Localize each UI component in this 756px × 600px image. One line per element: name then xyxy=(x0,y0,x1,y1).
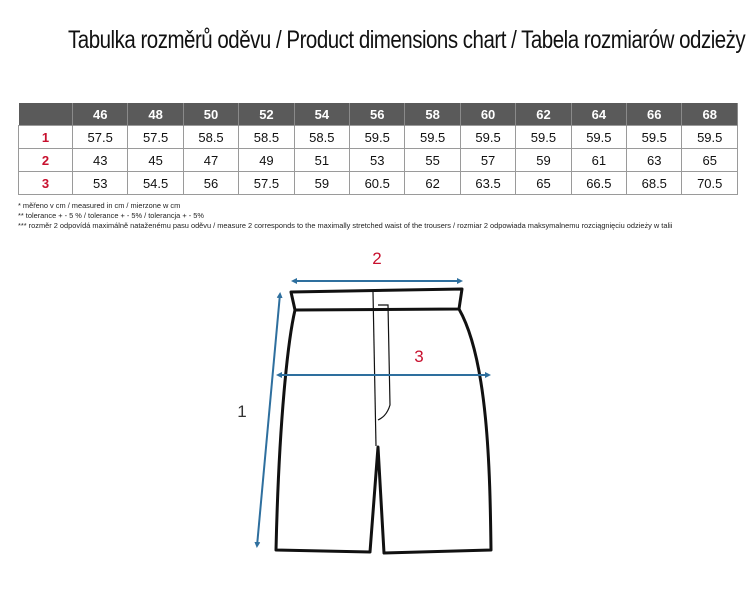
waist-dimension-label: 2 xyxy=(372,249,382,268)
size-header-cell: 52 xyxy=(239,103,294,126)
waistband-outline xyxy=(291,289,462,310)
measurement-cell: 49 xyxy=(239,149,294,172)
measurement-cell: 57.5 xyxy=(128,126,183,149)
measurement-cell: 47 xyxy=(183,149,238,172)
size-header-cell: 62 xyxy=(516,103,571,126)
size-header-cell: 66 xyxy=(627,103,682,126)
measurement-cell: 45 xyxy=(128,149,183,172)
size-header-cell: 54 xyxy=(294,103,349,126)
measurement-cell: 58.5 xyxy=(183,126,238,149)
measurement-cell: 65 xyxy=(682,149,738,172)
shorts-body-outline xyxy=(276,309,491,553)
measurement-cell: 59.5 xyxy=(350,126,405,149)
size-header-cell: 56 xyxy=(350,103,405,126)
length-dimension-label: 1 xyxy=(237,402,247,421)
measurement-cell: 59.5 xyxy=(460,126,515,149)
size-header-cell: 68 xyxy=(682,103,738,126)
size-header-cell: 58 xyxy=(405,103,460,126)
page-title: Tabulka rozměrů oděvu / Product dimensions chart / Tabela rozmiarów odzieży xyxy=(68,26,746,54)
shorts-details xyxy=(373,292,390,446)
row-label-cell: 1 xyxy=(19,126,73,149)
fly-stitch xyxy=(378,305,390,420)
measurement-cell: 68.5 xyxy=(627,172,682,195)
measurement-cell: 62 xyxy=(405,172,460,195)
measurement-cell: 51 xyxy=(294,149,349,172)
width-dimension-label: 3 xyxy=(414,347,424,366)
measurement-cell: 59 xyxy=(294,172,349,195)
size-header-cell: 64 xyxy=(571,103,626,126)
row-label-cell: 3 xyxy=(19,172,73,195)
fly-line xyxy=(373,292,376,446)
measurement-cell: 54.5 xyxy=(128,172,183,195)
measurement-cell: 55 xyxy=(405,149,460,172)
measurement-cell: 59.5 xyxy=(682,126,738,149)
size-header-cell: 60 xyxy=(460,103,515,126)
measurement-cell: 57.5 xyxy=(239,172,294,195)
note-measure-unit: * měřeno v cm / measured in cm / mierzone w cm xyxy=(18,201,181,210)
note-waist-measure: *** rozměr 2 odpovídá maximálně nataženému pasu oděvu / measure 2 corresponds to the maximally stretched waist of the trousers / rozmiar 2 odpowiada maksymalnemu rozciągnięciu odzieży w talii xyxy=(18,221,673,230)
measurement-cell: 43 xyxy=(73,149,128,172)
measurement-cell: 63.5 xyxy=(460,172,515,195)
size-header-cell: 48 xyxy=(128,103,183,126)
measurement-cell: 56 xyxy=(183,172,238,195)
measurement-cell: 59.5 xyxy=(516,126,571,149)
measurement-cell: 60.5 xyxy=(350,172,405,195)
measurement-cell: 59.5 xyxy=(405,126,460,149)
measurement-cell: 53 xyxy=(350,149,405,172)
measurement-cell: 59.5 xyxy=(571,126,626,149)
measurement-cell: 57.5 xyxy=(73,126,128,149)
measurement-cell: 58.5 xyxy=(294,126,349,149)
shorts-outline xyxy=(276,289,491,553)
measurement-cell: 57 xyxy=(460,149,515,172)
measurement-cell: 63 xyxy=(627,149,682,172)
size-header-cell: 46 xyxy=(73,103,128,126)
measurement-cell: 59.5 xyxy=(627,126,682,149)
measurement-cell: 59 xyxy=(516,149,571,172)
measurement-cell: 53 xyxy=(73,172,128,195)
measurement-cell: 70.5 xyxy=(682,172,738,195)
measurement-cell: 66.5 xyxy=(571,172,626,195)
measurement-cell: 58.5 xyxy=(239,126,294,149)
measurement-cell: 61 xyxy=(571,149,626,172)
note-tolerance: ** tolerance + - 5 % / tolerance + - 5% / tolerancja + - 5% xyxy=(18,211,204,220)
measurement-cell: 65 xyxy=(516,172,571,195)
row-label-cell: 2 xyxy=(19,149,73,172)
size-header-cell: 50 xyxy=(183,103,238,126)
